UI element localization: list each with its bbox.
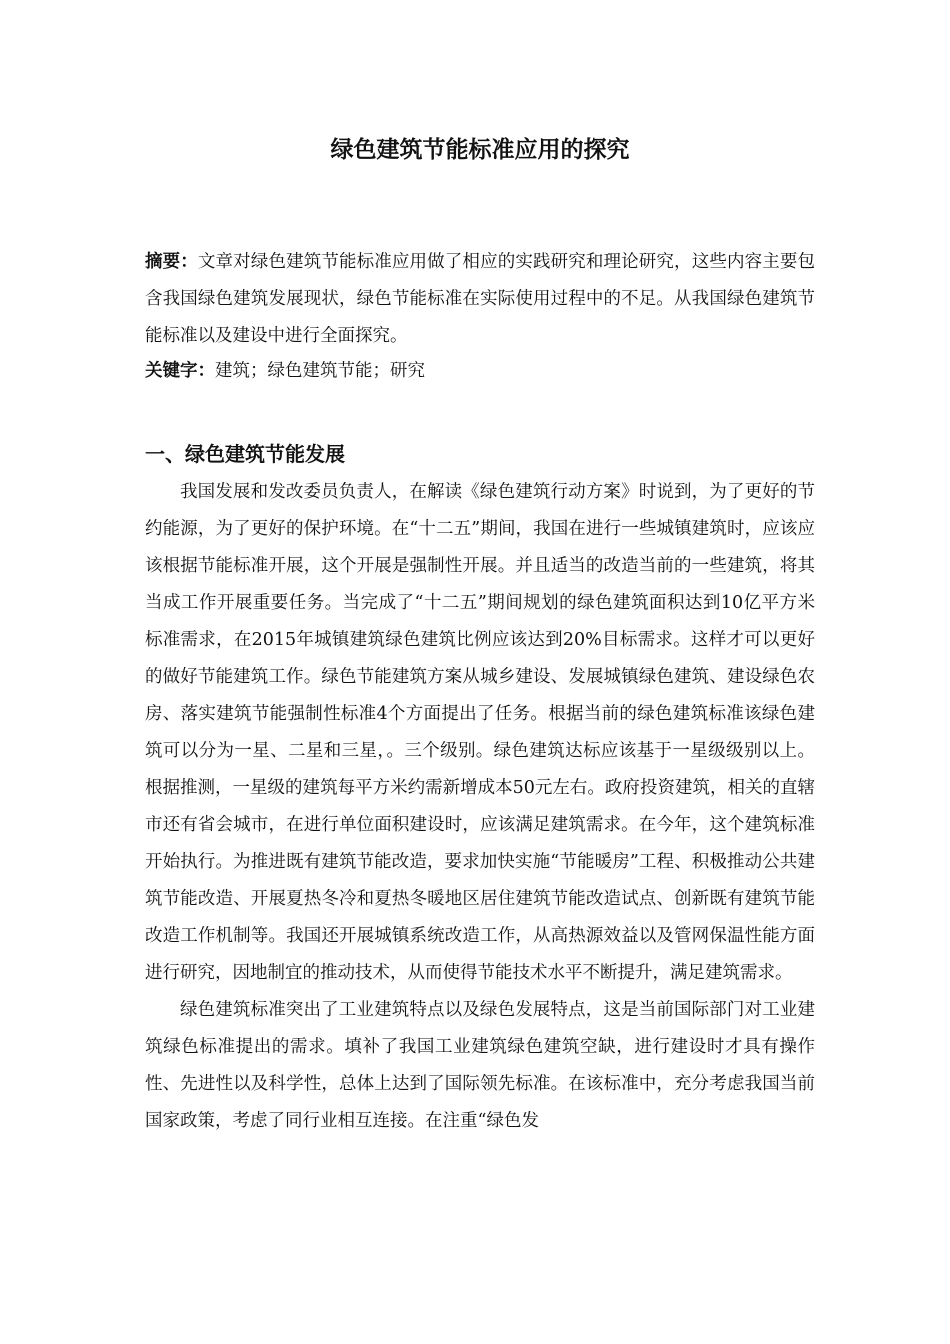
body-paragraph: 我国发展和发改委员负责人，在解读《绿色建筑行动方案》时说到，为了更好的节约能源，为了更好的保护环境。在“十二五”期间，我国在进行一些城镇建筑时，应该应该根据节能标准开展，这个开展是强制性开展。并且适当的改造当前的一些建筑，将其当成工作开展重要任务。当完成了“十二五”期间规划的绿色建筑面积达到10亿平方米标准需求，在2015年城镇建筑绿色建筑比例应该达到20%目标需求。这样才可以更好的做好节能建筑工作。绿色节能建筑方案从城乡建设、发展城镇绿色建筑、建设绿色农房、落实建筑节能强制性标准4个方面提出了任务。根据当前的绿色建筑标准该绿色建筑可以分为一星、二星和三星，。三个级别。绿色建筑达标应该基于一星级级别以上。根据推测，一星级的建筑每平方米约需新增成本50元左右。政府投资建筑，相关的直辖市还有省会城市，在进行单位面积建设时，应该满足建筑需求。在今年，这个建筑标准开始执行。为推进既有建筑节能改造，要求加快实施“节能暖房”工程、积极推动公共建筑节能改造、开展夏热冬冷和夏热冬暖地区居住建筑节能改造试点、创新既有建筑节能改造工作机制等。我国还开展城镇系统改造工作，从高热源效益以及管网保温性能方面进行研究，因地制宜的推动技术，从而使得节能技术水平不断提升，满足建筑需求。 (145, 482, 815, 983)
section-body (145, 474, 815, 1140)
keywords (145, 353, 815, 390)
abstract-text: 文章对绿色建筑节能标准应用做了相应的实践研究和理论研究，这些内容主要包含我国绿色建筑发展现状，绿色节能标准在实际使用过程中的不足。从我国绿色建筑节能标准以及建设中进行全面探究。 (145, 252, 815, 346)
body-paragraph: 绿色建筑标准突出了工业建筑特点以及绿色发展特点，这是当前国际部门对工业建筑绿色标准提出的需求。填补了我国工业建筑绿色建筑空缺，进行建设时才具有操作性、先进性以及科学性，总体上达到了国际领先标准。在该标准中，充分考虑我国当前国家政策，考虑了同行业相互连接。在注重“绿色发 (145, 1000, 815, 1131)
abstract (145, 244, 815, 355)
document-title: 绿色建筑节能标准应用的探究 (330, 137, 630, 163)
keywords-text: 建筑；绿色建筑节能；研究 (215, 361, 425, 381)
abstract-label: 摘要： (145, 252, 198, 272)
keywords-label: 关键字： (145, 361, 215, 381)
section-heading: 一、绿色建筑节能发展 (145, 442, 345, 466)
